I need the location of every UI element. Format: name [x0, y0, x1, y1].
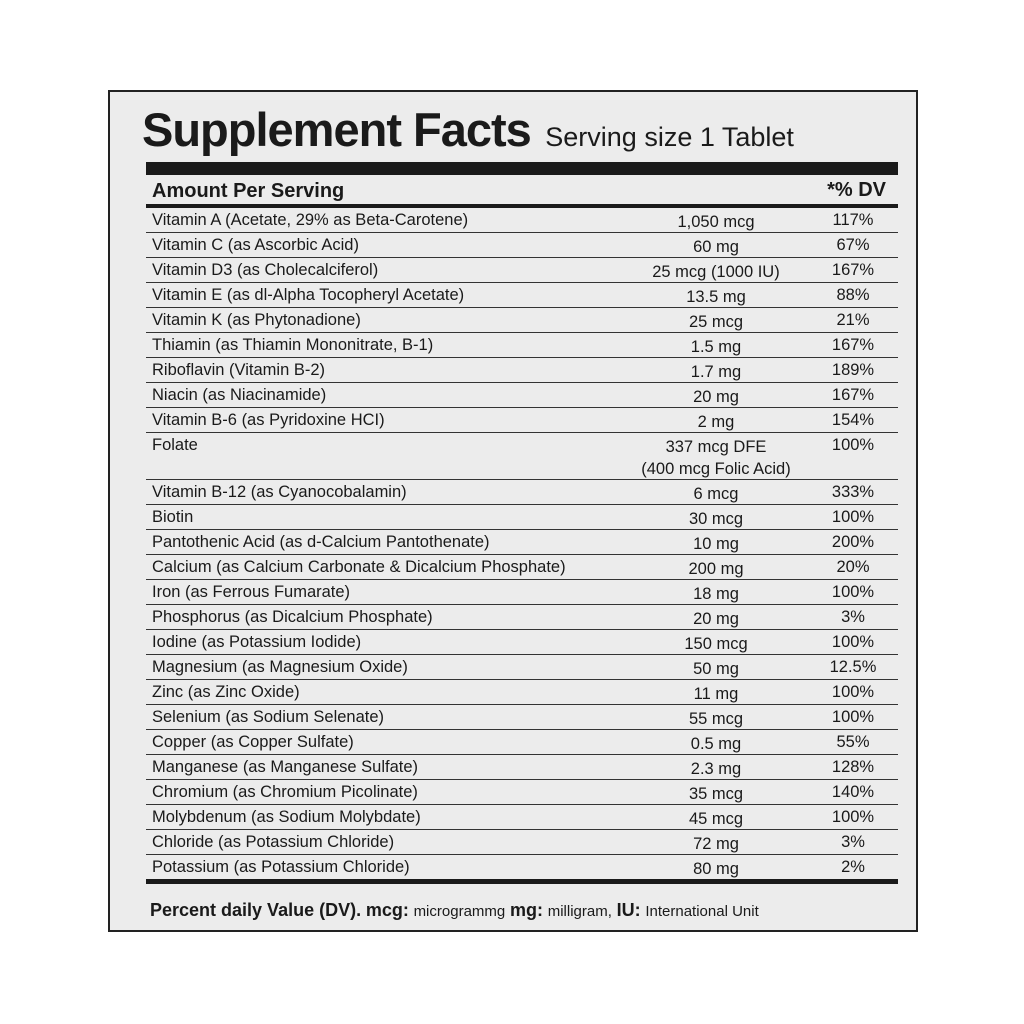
nutrient-amount	[616, 733, 816, 755]
nutrient-dv: 100%	[831, 508, 875, 526]
nutrient-name: Potassium (as Potassium Chloride)	[152, 858, 410, 876]
nutrient-amount-value: 18 mg	[693, 585, 739, 603]
nutrient-row	[146, 605, 898, 630]
nutrient-name: Thiamin (as Thiamin Mononitrate, B-1)	[152, 336, 434, 354]
nutrient-name: Vitamin A (Acetate, 29% as Beta-Carotene)	[152, 211, 469, 229]
nutrient-row	[146, 333, 898, 358]
nutrient-row	[146, 433, 898, 480]
nutrient-amount-value: 6 mcg	[693, 485, 739, 503]
nutrient-amount	[616, 583, 816, 605]
nutrient-name: Niacin (as Niacinamide)	[152, 386, 327, 404]
nutrient-dv: 20%	[836, 558, 870, 576]
nutrient-amount-value: 13.5 mg	[686, 288, 746, 306]
nutrient-amount-value: 337 mcg DFE	[665, 438, 767, 456]
nutrient-amount	[616, 386, 816, 408]
nutrient-dv: 12.5%	[829, 658, 877, 676]
nutrient-row	[146, 630, 898, 655]
nutrient-dv: 100%	[831, 708, 875, 726]
nutrient-row	[146, 258, 898, 283]
nutrient-name: Phosphorus (as Dicalcium Phosphate)	[152, 608, 433, 626]
nutrient-dv: 100%	[831, 436, 875, 454]
nutrient-dv: 2%	[841, 858, 865, 876]
iu-abbrev: IU:	[616, 900, 641, 920]
nutrient-amount	[616, 483, 816, 505]
mg-definition: milligram,	[547, 903, 612, 920]
nutrient-amount	[616, 508, 816, 530]
nutrient-row	[146, 580, 898, 605]
nutrient-amount	[616, 361, 816, 383]
supplement-facts-label	[108, 90, 918, 932]
nutrient-amount	[616, 758, 816, 780]
nutrient-amount	[616, 683, 816, 705]
mg-abbrev: mg:	[509, 900, 543, 920]
nutrient-row	[146, 830, 898, 855]
nutrient-table	[146, 208, 898, 880]
nutrient-name: Magnesium (as Magnesium Oxide)	[152, 658, 408, 676]
nutrient-row	[146, 530, 898, 555]
nutrient-amount	[616, 336, 816, 358]
nutrient-amount-value: 50 mg	[693, 660, 739, 678]
nutrient-amount-value: 60 mg	[693, 238, 739, 256]
nutrient-name: Molybdenum (as Sodium Molybdate)	[152, 808, 421, 826]
nutrient-amount	[616, 311, 816, 333]
nutrient-amount-value: 72 mg	[693, 835, 739, 853]
nutrient-row	[146, 383, 898, 408]
nutrient-amount-value: 25 mcg (1000 IU)	[652, 263, 780, 281]
title-divider	[146, 162, 898, 175]
nutrient-name: Calcium (as Calcium Carbonate & Dicalcium Phosphate)	[152, 558, 566, 576]
nutrient-dv: 154%	[831, 411, 875, 429]
nutrient-row	[146, 283, 898, 308]
nutrient-name: Vitamin E (as dl-Alpha Tocopheryl Acetate)	[152, 286, 465, 304]
footer-divider	[146, 879, 898, 884]
nutrient-amount	[616, 658, 816, 680]
nutrient-amount	[616, 236, 816, 258]
nutrient-row	[146, 358, 898, 383]
nutrient-dv: 21%	[836, 311, 870, 329]
nutrient-row	[146, 233, 898, 258]
amount-per-serving-header: Amount Per Serving	[152, 180, 345, 202]
nutrient-amount	[616, 783, 816, 805]
nutrient-amount	[616, 858, 816, 880]
nutrient-name: Iodine (as Potassium Iodide)	[152, 633, 362, 651]
nutrient-dv: 55%	[836, 733, 870, 751]
nutrient-amount-value: 20 mg	[693, 610, 739, 628]
nutrient-dv: 333%	[831, 483, 875, 501]
nutrient-amount-value: 2.3 mg	[690, 760, 742, 778]
nutrient-amount-value: 2 mg	[697, 413, 735, 431]
nutrient-row	[146, 208, 898, 233]
nutrient-amount-value: 1,050 mcg	[677, 213, 755, 231]
nutrient-name: Zinc (as Zinc Oxide)	[152, 683, 300, 701]
nutrient-dv: 3%	[841, 608, 865, 626]
dv-legend: Percent daily Value (DV).	[150, 900, 362, 920]
nutrient-row	[146, 680, 898, 705]
nutrient-amount-value: 0.5 mg	[690, 735, 742, 753]
nutrient-row	[146, 480, 898, 505]
serving-size: Serving size 1 Tablet	[545, 122, 794, 152]
nutrient-row	[146, 408, 898, 433]
nutrient-amount-value: 1.5 mg	[690, 338, 742, 356]
nutrient-row	[146, 505, 898, 530]
nutrient-row	[146, 308, 898, 333]
nutrient-dv: 167%	[831, 336, 875, 354]
nutrient-amount	[616, 533, 816, 555]
mcg-abbrev: mcg:	[365, 900, 409, 920]
nutrient-amount-value: 10 mg	[693, 535, 739, 553]
nutrient-dv: 100%	[831, 683, 875, 701]
nutrient-name: Copper (as Copper Sulfate)	[152, 733, 354, 751]
nutrient-amount-value: 55 mcg	[688, 710, 744, 728]
nutrient-dv: 140%	[831, 783, 875, 801]
mcg-definition: microgrammg	[413, 903, 506, 920]
nutrient-amount	[616, 608, 816, 630]
nutrient-amount	[616, 633, 816, 655]
nutrient-amount-value: 25 mcg	[688, 313, 744, 331]
nutrient-amount	[616, 558, 816, 580]
nutrient-amount	[616, 286, 816, 308]
nutrient-name: Vitamin B-6 (as Pyridoxine HCI)	[152, 411, 385, 429]
nutrient-amount	[616, 411, 816, 433]
nutrient-amount	[616, 833, 816, 855]
nutrient-name: Vitamin K (as Phytonadione)	[152, 311, 361, 329]
nutrient-row	[146, 855, 898, 880]
nutrient-dv: 100%	[831, 583, 875, 601]
nutrient-amount-note: (400 mcg Folic Acid)	[641, 460, 791, 478]
nutrient-name: Biotin	[152, 508, 194, 526]
nutrient-amount-value: 1.7 mg	[690, 363, 742, 381]
nutrient-row	[146, 805, 898, 830]
nutrient-row	[146, 705, 898, 730]
nutrient-name: Pantothenic Acid (as d-Calcium Pantothenate)	[152, 533, 490, 551]
dv-header: *% DV	[827, 179, 886, 201]
nutrient-name: Vitamin B-12 (as Cyanocobalamin)	[152, 483, 407, 501]
nutrient-amount-value: 80 mg	[693, 860, 739, 878]
nutrient-name: Chromium (as Chromium Picolinate)	[152, 783, 418, 801]
nutrient-dv: 100%	[831, 808, 875, 826]
iu-definition: International Unit	[645, 903, 759, 920]
nutrient-dv: 167%	[831, 261, 875, 279]
nutrient-amount-value: 150 mcg	[684, 635, 748, 653]
nutrient-dv: 100%	[831, 633, 875, 651]
nutrient-name: Vitamin D3 (as Cholecalciferol)	[152, 261, 379, 279]
nutrient-dv: 128%	[831, 758, 875, 776]
nutrient-amount-value: 20 mg	[693, 388, 739, 406]
nutrient-dv: 167%	[831, 386, 875, 404]
nutrient-dv: 67%	[836, 236, 870, 254]
nutrient-amount	[616, 708, 816, 730]
title-row	[142, 102, 902, 162]
nutrient-amount-value: 11 mg	[693, 685, 739, 703]
nutrient-row	[146, 755, 898, 780]
nutrient-row	[146, 730, 898, 755]
nutrient-dv: 200%	[831, 533, 875, 551]
nutrient-amount	[616, 436, 816, 480]
nutrient-dv: 117%	[832, 211, 874, 229]
label-title: Supplement Facts	[142, 103, 531, 156]
nutrient-name: Chloride (as Potassium Chloride)	[152, 833, 395, 851]
nutrient-dv: 3%	[841, 833, 865, 851]
footer-legend	[150, 900, 900, 921]
nutrient-name: Folate	[152, 436, 198, 454]
nutrient-row	[146, 555, 898, 580]
nutrient-dv: 88%	[836, 286, 870, 304]
nutrient-amount-value: 45 mcg	[688, 810, 744, 828]
nutrient-amount-value: 200 mg	[688, 560, 744, 578]
nutrient-row	[146, 655, 898, 680]
nutrient-dv: 189%	[831, 361, 875, 379]
nutrient-amount	[616, 211, 816, 233]
nutrient-amount	[616, 808, 816, 830]
nutrient-name: Iron (as Ferrous Fumarate)	[152, 583, 351, 601]
nutrient-amount-value: 30 mcg	[688, 510, 744, 528]
nutrient-name: Manganese (as Manganese Sulfate)	[152, 758, 418, 776]
nutrient-amount	[616, 261, 816, 283]
nutrient-amount-value: 35 mcg	[688, 785, 744, 803]
nutrient-name: Selenium (as Sodium Selenate)	[152, 708, 385, 726]
nutrient-row	[146, 780, 898, 805]
nutrient-name: Vitamin C (as Ascorbic Acid)	[152, 236, 359, 254]
table-header	[146, 176, 898, 208]
nutrient-name: Riboflavin (Vitamin B-2)	[152, 361, 326, 379]
